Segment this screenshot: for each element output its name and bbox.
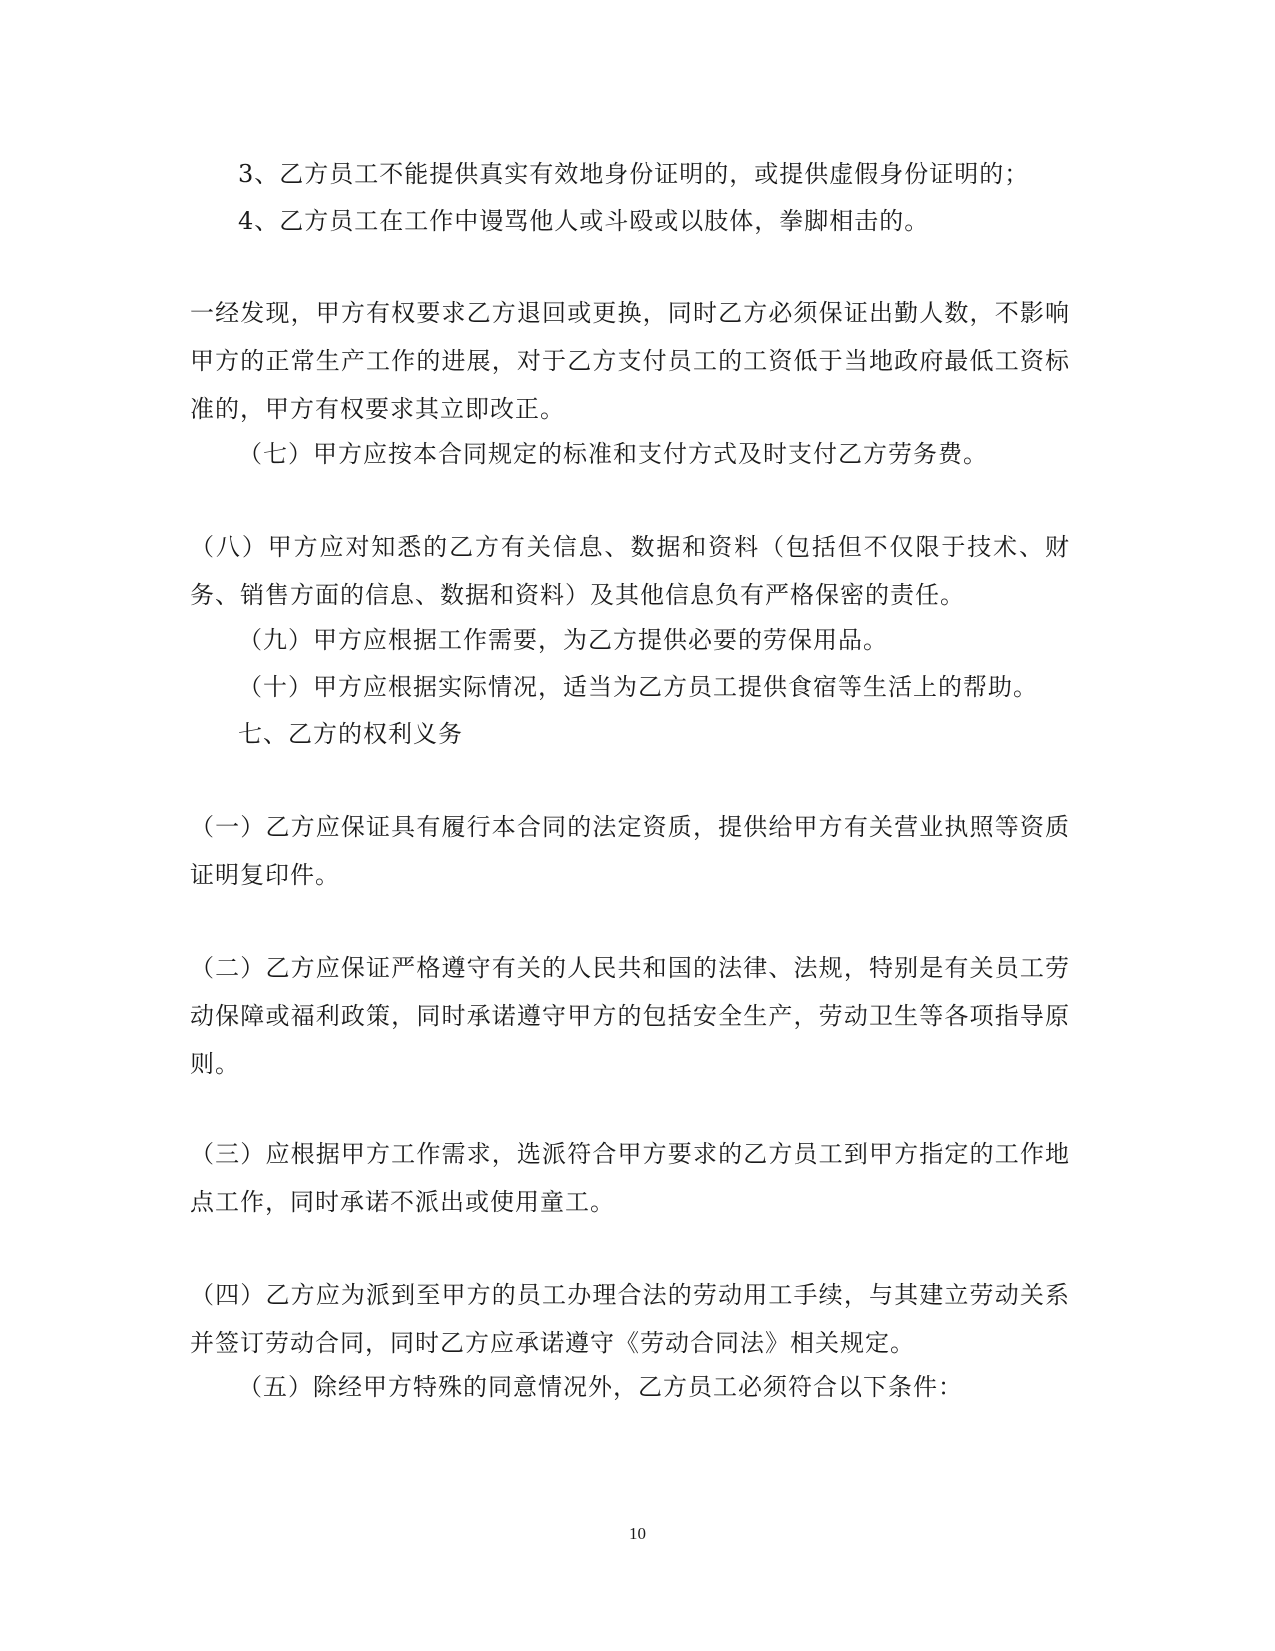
paragraph-b-clause-4: （四）乙方应为派到至甲方的员工办理合法的劳动用工手续，与其建立劳动关系并签订劳动合同，同时乙方应承诺遵守《劳动合同法》相关规定。 (190, 1281, 1070, 1357)
paragraph-b-clause-2: （二）乙方应保证严格遵守有关的人民共和国的法律、法规，特别是有关员工劳动保障或福利政策，同时承诺遵守甲方的包括安全生产，劳动卫生等各项指导原则。 (190, 954, 1070, 1078)
paragraph-once-discovered: 一经发现，甲方有权要求乙方退回或更换，同时乙方必须保证出勤人数，不影响甲方的正常生产工作的进展，对于乙方支付员工的工资低于当地政府最低工资标准的，甲方有权要求其立即改正。 (190, 299, 1070, 423)
paragraph-b-clause-5: （五）除经甲方特殊的同意情况外，乙方员工必须符合以下条件： (238, 1373, 963, 1401)
paragraph-clause-8: （八）甲方应对知悉的乙方有关信息、数据和资料（包括但不仅限于技术、财务、销售方面的信息、数据和资料）及其他信息负有严格保密的责任。 (190, 533, 1070, 609)
section-heading-party-b-rights: 七、乙方的权利义务 (238, 720, 463, 748)
paragraph-clause-10: （十）甲方应根据实际情况，适当为乙方员工提供食宿等生活上的帮助。 (238, 673, 1038, 701)
paragraph-clause-7: （七）甲方应按本合同规定的标准和支付方式及时支付乙方劳务费。 (238, 440, 988, 468)
paragraph-item-3: 3、乙方员工不能提供真实有效地身份证明的，或提供虚假身份证明的； (238, 160, 1030, 188)
paragraph-clause-9: （九）甲方应根据工作需要，为乙方提供必要的劳保用品。 (238, 626, 888, 654)
page-number: 10 (629, 1524, 646, 1543)
paragraph-b-clause-1: （一）乙方应保证具有履行本合同的法定资质，提供给甲方有关营业执照等资质证明复印件。 (190, 813, 1070, 889)
paragraph-item-4: 4、乙方员工在工作中谩骂他人或斗殴或以肢体，拳脚相击的。 (238, 207, 930, 235)
paragraph-b-clause-3: （三）应根据甲方工作需求，选派符合甲方要求的乙方员工到甲方指定的工作地点工作，同时承诺不派出或使用童工。 (190, 1140, 1070, 1216)
